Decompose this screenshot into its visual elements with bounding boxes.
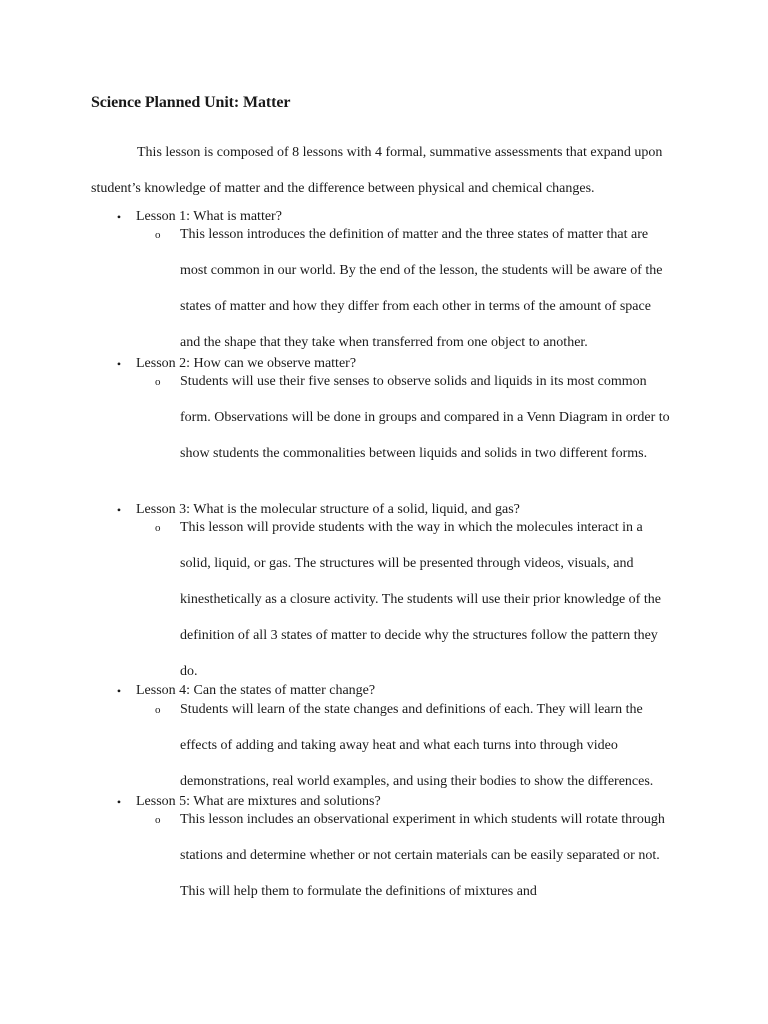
lesson-description <box>155 510 670 690</box>
sub-bullet-icon: o <box>155 814 161 826</box>
sub-bullet-icon: o <box>155 229 161 241</box>
lesson-description-text: Students will use their five senses to observe solids and liquids in its most common form. Observations will be done in groups and compared in a Venn Diagram in order to show students the commonalities between liquids and solids in two different forms. <box>180 374 670 461</box>
lesson-description <box>155 364 670 472</box>
lesson-description <box>155 692 670 800</box>
lesson-description-text: This lesson includes an observational experiment in which students will rotate through stations and determine whether or not certain materials can be easily separated or not. This will help them to formulate the definitions of mixtures and <box>180 812 665 899</box>
lesson-description <box>155 802 670 910</box>
sub-bullet-icon: o <box>155 704 161 716</box>
bullet-icon: • <box>116 795 122 809</box>
bullet-icon: • <box>116 503 122 517</box>
document-title: Science Planned Unit: Matter <box>91 94 291 111</box>
lesson-description-text: This lesson will provide students with the way in which the molecules interact in a solid, liquid, or gas. The structures will be presented through videos, visuals, and kinesthetically as a closure activity. The students will use their prior knowledge of the definition of all 3 states of matter to decide why the structures follow the pattern they do. <box>180 520 661 679</box>
bullet-icon: • <box>116 210 122 224</box>
intro-paragraph: This lesson is composed of 8 lessons with 4 formal, summative assessments that expand upon student’s knowledge of matter and the difference between physical and chemical changes. <box>91 145 663 196</box>
lesson-label: Lesson 1: What is matter? <box>136 209 282 224</box>
lesson-description-text: This lesson introduces the definition of matter and the three states of matter that are most common in our world. By the end of the lesson, the students will be aware of the states of matter and how they differ from each other in terms of the amount of space and the shape that they take when transferred from one object to another. <box>180 227 663 350</box>
lesson-description <box>155 217 670 361</box>
lesson-label: Lesson 2: How can we observe matter? <box>136 356 357 371</box>
lesson-label: Lesson 5: What are mixtures and solutions? <box>136 794 381 809</box>
bullet-icon: • <box>116 684 122 698</box>
lesson-description-text: Students will learn of the state changes and definitions of each. They will learn the effects of adding and taking away heat and what each turns into through video demonstrations, real world examples, and using their bodies to show the differences. <box>180 702 654 789</box>
lesson-label: Lesson 3: What is the molecular structure of a solid, liquid, and gas? <box>136 502 520 517</box>
bullet-icon: • <box>116 357 122 371</box>
sub-bullet-icon: o <box>155 522 161 534</box>
sub-bullet-icon: o <box>155 376 161 388</box>
lesson-label: Lesson 4: Can the states of matter change? <box>136 683 376 698</box>
